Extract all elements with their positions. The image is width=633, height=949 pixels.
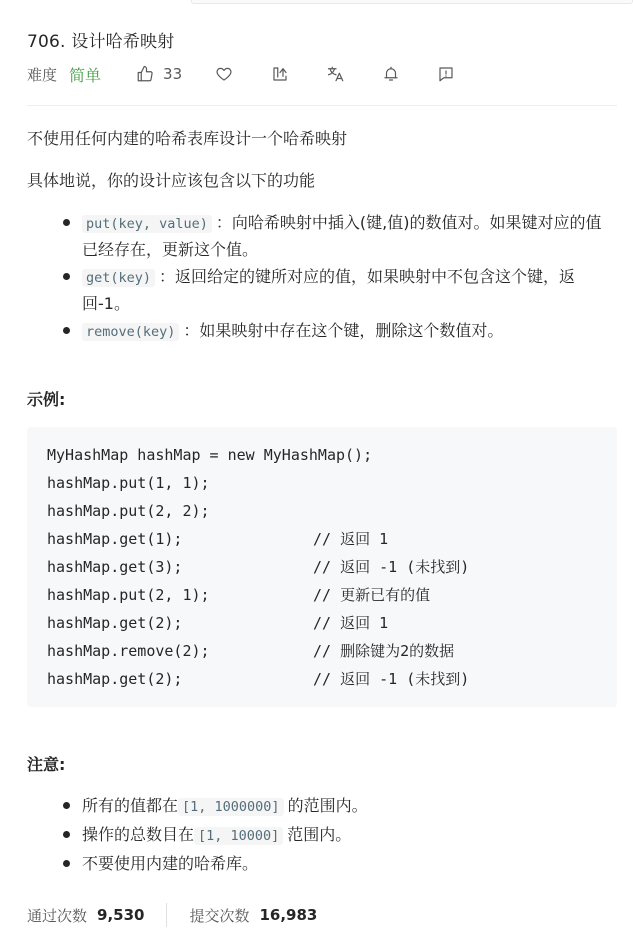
thumbs-up-icon [135, 64, 155, 84]
code-line: hashMap.put(1, 1); [47, 474, 210, 492]
problem-title: 706. 设计哈希映射 [27, 32, 175, 52]
submitted-value: 16,983 [259, 906, 318, 924]
notes-list [27, 792, 617, 877]
share-icon [271, 65, 289, 83]
inline-code: get(key) [82, 269, 155, 287]
example-heading: 示例: [27, 390, 66, 409]
code-line: MyHashMap hashMap = new MyHashMap(); [47, 446, 373, 464]
notify-button[interactable] [381, 64, 401, 84]
like-count: 33 [163, 65, 183, 83]
list-item: 所有的值都在 [1, 1000000] 的范围内。 [27, 792, 617, 821]
top-tab-strip [191, 0, 633, 4]
feedback-button[interactable] [436, 64, 456, 84]
favorite-button[interactable] [214, 64, 234, 84]
heart-icon [215, 65, 233, 83]
list-item: 不要使用内建的哈希库。 [27, 850, 617, 877]
code-line: hashMap.get(3); // 返回 -1 (未找到) [47, 558, 470, 576]
inline-code: [1, 1000000] [178, 798, 284, 816]
code-line: hashMap.put(2, 2); [47, 502, 210, 520]
accepted-value: 9,530 [97, 906, 145, 924]
submission-stats [27, 901, 317, 929]
like-button[interactable] [135, 64, 182, 84]
code-line: hashMap.put(2, 1); // 更新已有的值 [47, 586, 431, 604]
list-item [27, 318, 617, 345]
difficulty-badge: 简单 [69, 65, 102, 85]
feature-text: ：如果映射中存在这个键，删除这个数值对。 [183, 321, 504, 340]
list-item [27, 210, 617, 262]
code-line: hashMap.remove(2); // 删除键为2的数据 [47, 642, 455, 660]
problem-meta-row [27, 60, 617, 88]
share-button[interactable] [270, 64, 290, 84]
code-line: hashMap.get(2); // 返回 1 [47, 614, 389, 632]
header-divider [27, 105, 617, 106]
feature-list [27, 210, 617, 347]
code-line: hashMap.get(2); // 返回 -1 (未找到) [47, 670, 470, 688]
feature-text: ：向哈希映射中插入(键,值)的数值对。如果键对应的值已经存在，更新这个值。 [82, 213, 602, 259]
list-item: 操作的总数目在 [1, 10000] 范围内。 [27, 821, 617, 850]
feature-text: ：返回给定的键所对应的值，如果映射中不包含这个键，返回-1。 [82, 267, 576, 313]
submitted-label: 提交次数 [189, 906, 250, 925]
bell-icon [382, 65, 400, 83]
translate-button[interactable] [326, 64, 346, 84]
description-intro-2: 具体地说，你的设计应该包含以下的功能 [27, 171, 316, 190]
inline-code: put(key, value) [82, 215, 212, 233]
difficulty-label: 难度 [27, 65, 58, 84]
list-item [27, 264, 617, 316]
notes-heading: 注意: [27, 755, 66, 774]
example-code-block [27, 427, 617, 707]
feedback-icon [437, 65, 455, 83]
translate-icon [327, 65, 345, 83]
description-intro: 不使用任何内建的哈希表库设计一个哈希映射 [27, 129, 348, 148]
code-line: hashMap.get(1); // 返回 1 [47, 530, 389, 548]
inline-code: [1, 10000] [194, 827, 283, 845]
inline-code: remove(key) [82, 323, 179, 341]
accepted-label: 通过次数 [27, 906, 88, 925]
stats-divider [166, 903, 167, 927]
